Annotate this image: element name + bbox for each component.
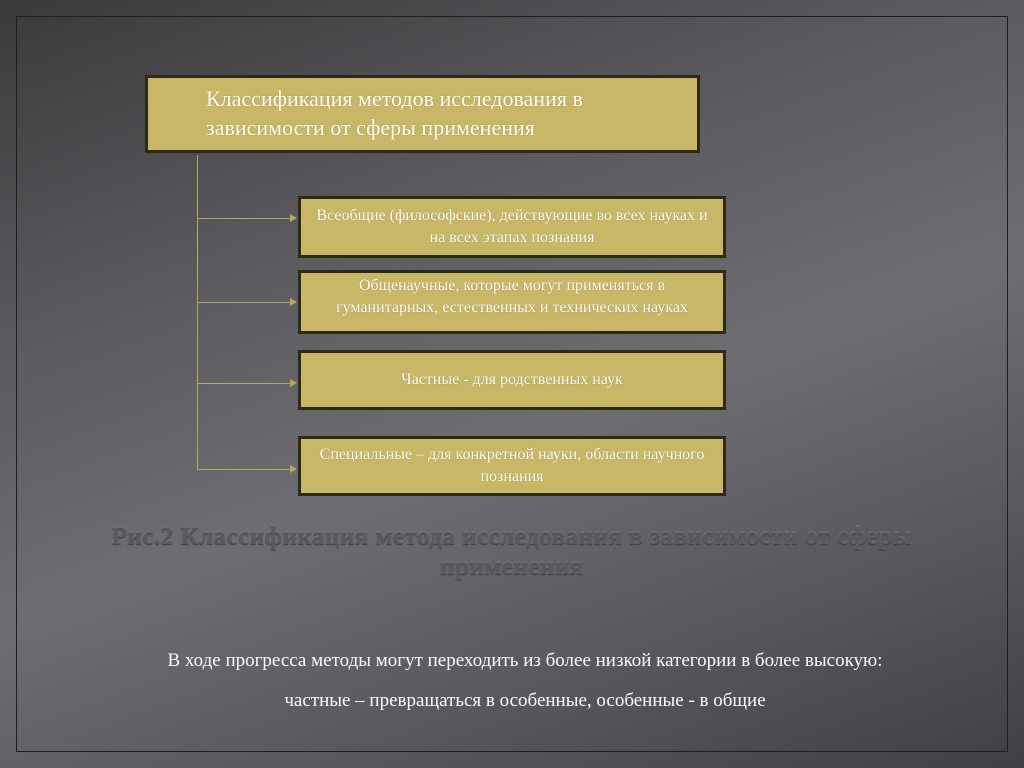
diagram-title: Классификация методов исследования в зависимости от сферы применения <box>206 86 583 140</box>
diagram-title-box <box>145 75 700 153</box>
category-label: Всеобщие (философские), действующие во всех науках и на всех этапах познания <box>316 207 708 246</box>
category-label: Специальные – для конкретной науки, области научного познания <box>319 446 705 485</box>
arrow-head-icon <box>290 214 297 222</box>
arrow-head-icon <box>290 379 297 387</box>
category-label: Частные - для родственных наук <box>401 371 623 389</box>
connector-branch-3 <box>197 383 291 384</box>
arrow-head-icon <box>290 465 297 473</box>
category-box-universal <box>298 196 726 258</box>
connector-trunk <box>197 155 198 470</box>
note-line-2: частные – превращаться в особенные, особенные - в общие <box>284 690 766 711</box>
connector-branch-1 <box>197 218 291 219</box>
connector-branch-2 <box>197 302 291 303</box>
category-box-general-scientific <box>298 270 726 334</box>
category-box-particular <box>298 350 726 410</box>
connector-branch-4 <box>197 469 291 470</box>
category-box-special <box>298 436 726 496</box>
category-label: Общенаучные, которые могут применяться в гуманитарных, естественных и технических науках <box>336 277 688 316</box>
arrow-head-icon <box>290 298 297 306</box>
figure-caption: Рис.2 Классификация метода исследования в зависимости от сферы применения <box>111 523 913 580</box>
note-line-1: В ходе прогресса методы могут переходить из более низкой категории в более высокую: <box>167 650 883 671</box>
